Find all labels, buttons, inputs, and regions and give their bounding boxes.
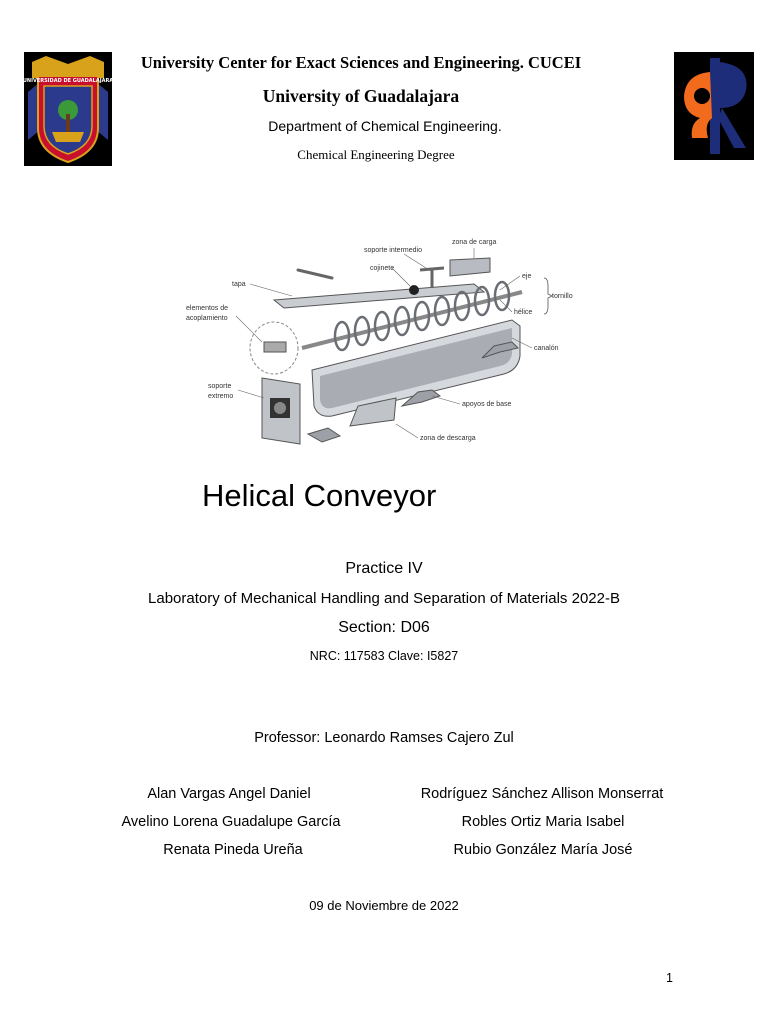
student-name: Rubio González María José (453, 842, 633, 858)
document-title: Helical Conveyor (202, 478, 437, 513)
crest-lettering: UNIVERSIDAD DE GUADALAJARA (24, 78, 112, 84)
label-extremo: extremo (208, 393, 234, 400)
label-eje: eje (522, 273, 532, 280)
professor-name: Professor: Leonardo Ramses Cajero Zul (254, 730, 514, 746)
section-code: Section: D06 (338, 619, 430, 636)
conveyor-diagram (182, 230, 590, 452)
label-tapa: tapa (232, 281, 246, 288)
label-cojinete: cojinete (370, 265, 395, 272)
department-logo (674, 52, 754, 160)
label-tornillo: tornillo (552, 293, 573, 300)
label-zona-descarga: zona de descarga (420, 435, 476, 442)
label-soporte-intermedio: soporte intermedio (364, 247, 422, 254)
student-name: Rodríguez Sánchez Allison Monserrat (420, 786, 664, 802)
document-date: 09 de Noviembre de 2022 (309, 898, 459, 913)
student-name: Renata Pineda Ureña (163, 842, 303, 858)
label-elementos: elementos de (186, 305, 229, 312)
university-name-heading: University of Guadalajara (262, 86, 460, 106)
label-zona-carga: zona de carga (452, 239, 497, 246)
label-acoplamiento: acoplamiento (186, 315, 228, 322)
student-name: Robles Ortiz Maria Isabel (461, 814, 625, 830)
label-apoyos: apoyos de base (462, 401, 512, 408)
department-name: Department of Chemical Engineering. (268, 118, 502, 134)
helical-conveyor-illustration (182, 230, 590, 452)
department-emblem-icon (674, 52, 754, 160)
degree-name: Chemical Engineering Degree (297, 147, 455, 162)
label-soporte: soporte (208, 383, 232, 390)
university-center-heading: University Center for Exact Sciences and Engineering. CUCEI (140, 53, 582, 72)
student-name: Alan Vargas Angel Daniel (147, 786, 311, 802)
nrc-code: NRC: 117583 Clave: I5827 (309, 649, 459, 663)
student-name: Avelino Lorena Guadalupe García (121, 814, 341, 830)
practice-number: Practice IV (345, 560, 423, 577)
label-canalon: canalón (534, 345, 559, 352)
laboratory-name: Laboratory of Mechanical Handling and Separation of Materials 2022-B (148, 590, 620, 607)
page-number: 1 (666, 971, 673, 985)
label-helice: hélice (514, 309, 533, 316)
